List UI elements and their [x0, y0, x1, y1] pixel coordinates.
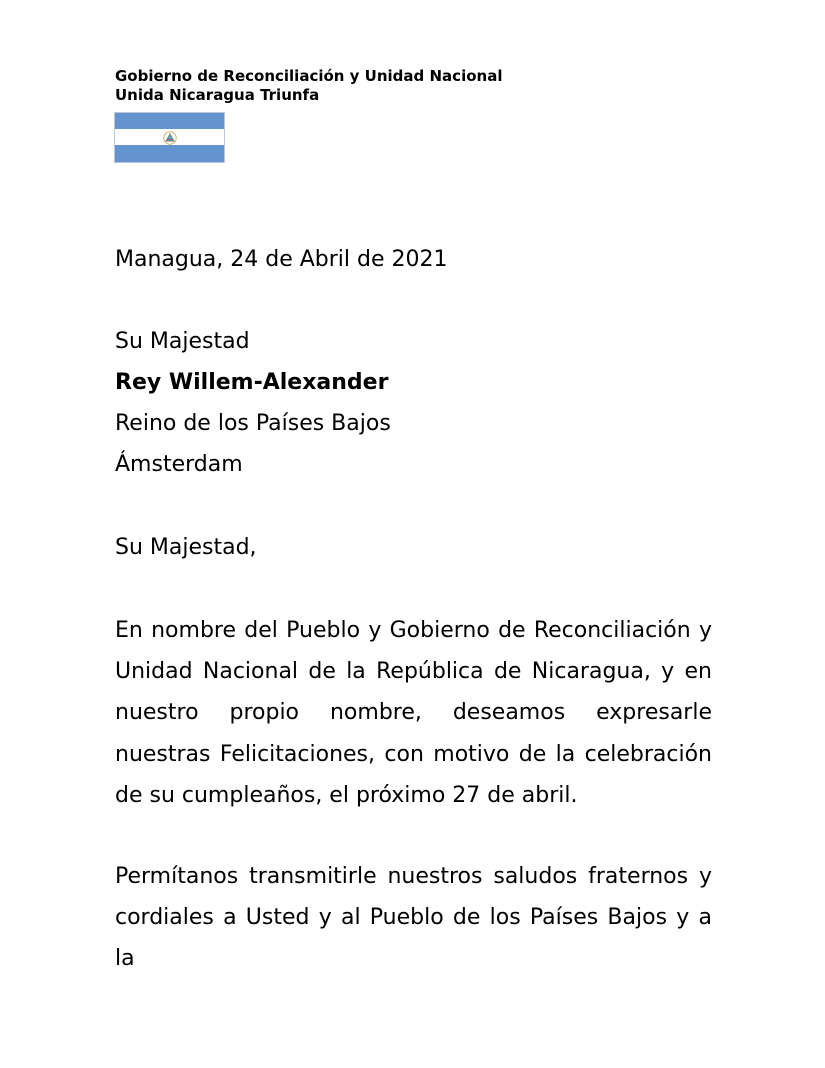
letterhead-motto: Unida Nicaragua Triunfa: [115, 86, 320, 104]
salutation: Su Majestad,: [115, 535, 257, 560]
body-paragraph-1: En nombre del Pueblo y Gobierno de Reconciliación y Unidad Nacional de la República de Nicaragua, y en nuestro propio nombre, deseamos expresarle nuestras Felicitaciones, con motivo de la celebración de su cumpleaños, el próximo 27 de abril.: [115, 618, 712, 808]
coat-of-arms-icon: [162, 131, 178, 145]
letterhead: [115, 67, 502, 105]
flag-top-stripe: [115, 113, 224, 130]
flag-bottom-stripe: [115, 145, 224, 162]
nicaragua-flag-icon: [114, 112, 225, 163]
letter-date: Managua, 24 de Abril de 2021: [115, 247, 448, 272]
recipient-title: Su Majestad: [115, 329, 250, 354]
recipient-name: Rey Willem-Alexander: [115, 370, 389, 395]
recipient-city: Ámsterdam: [115, 452, 243, 477]
body-paragraph-2: Permítanos transmitirle nuestros saludos fraternos y cordiales a Usted y al Pueblo de los Países Bajos y a la: [115, 864, 712, 972]
letterhead-government-name: Gobierno de Reconciliación y Unidad Nacional: [115, 67, 503, 85]
recipient-country: Reino de los Países Bajos: [115, 411, 391, 436]
recipient-block: [115, 321, 391, 485]
